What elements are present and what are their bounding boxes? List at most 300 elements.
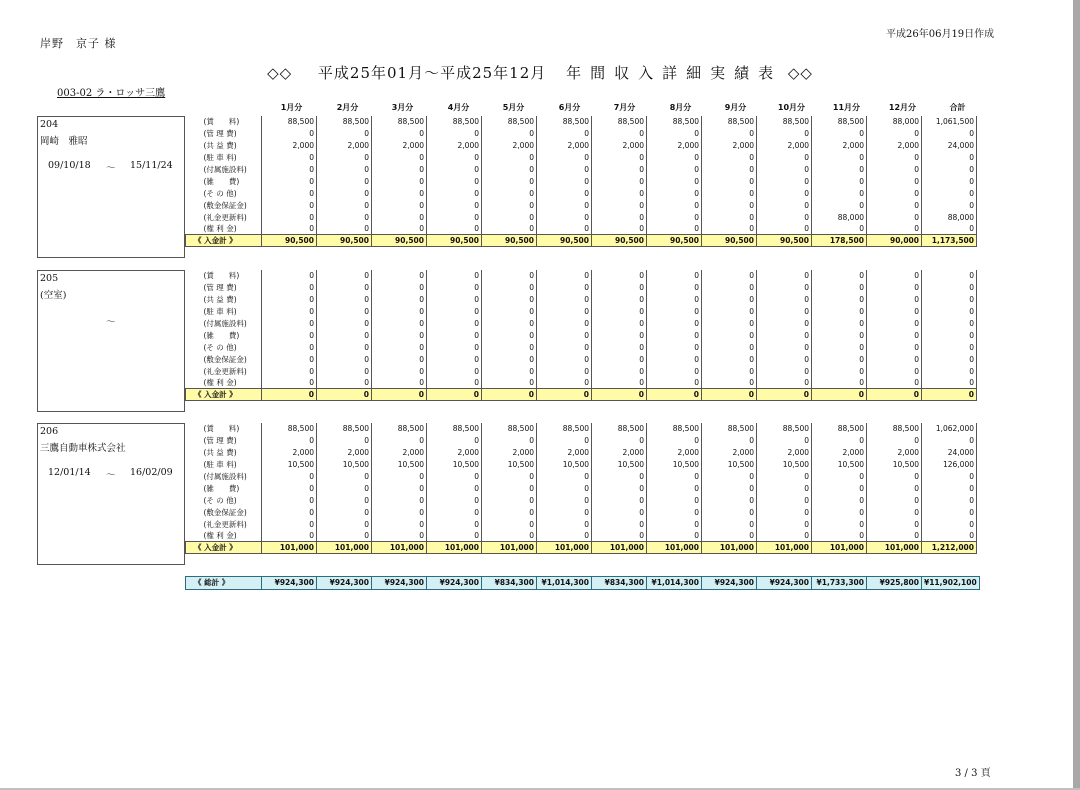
amount-cell: 0: [702, 282, 757, 294]
amount-cell: 0: [537, 270, 592, 282]
amount-cell: 0: [702, 175, 757, 187]
col-header: 6月分: [558, 103, 581, 112]
item-label: (賃 料): [203, 424, 240, 434]
amount-cell: 0: [757, 377, 812, 389]
amount-cell: 0: [482, 306, 537, 318]
amount-cell: 0: [482, 270, 537, 282]
total-row: [186, 542, 977, 554]
amount-cell: 0: [262, 329, 317, 341]
amount-cell: 0: [867, 270, 922, 282]
amount-cell: 0: [647, 471, 702, 483]
item-row: [186, 447, 977, 459]
amount-cell: 0: [922, 530, 977, 542]
item-label: (管 理 費): [203, 436, 237, 446]
item-label: (礼金更新料): [203, 366, 247, 376]
amount-cell: 0: [812, 199, 867, 211]
total-cell: 90,500: [757, 235, 812, 247]
tenant-table-204: [185, 116, 977, 247]
amount-cell: 0: [482, 164, 537, 176]
grand-total-cell: ¥924,300: [427, 577, 482, 590]
amount-cell: 88,500: [372, 116, 427, 128]
amount-cell: 0: [812, 306, 867, 318]
col-header: 11月分: [832, 103, 861, 112]
amount-cell: 10,500: [427, 459, 482, 471]
amount-cell: 0: [537, 164, 592, 176]
amount-cell: 0: [372, 377, 427, 389]
amount-cell: 0: [867, 365, 922, 377]
total-cell: 101,000: [592, 542, 647, 554]
amount-cell: 0: [867, 494, 922, 506]
amount-cell: 2,000: [317, 447, 372, 459]
amount-cell: 0: [922, 282, 977, 294]
amount-cell: 10,500: [867, 459, 922, 471]
amount-cell: 0: [372, 294, 427, 306]
amount-cell: 0: [592, 329, 647, 341]
amount-cell: 0: [592, 530, 647, 542]
amount-cell: 0: [812, 377, 867, 389]
amount-cell: 0: [647, 270, 702, 282]
amount-cell: 88,500: [757, 116, 812, 128]
amount-cell: 0: [537, 329, 592, 341]
amount-cell: 0: [317, 471, 372, 483]
amount-cell: 0: [922, 164, 977, 176]
amount-cell: 2,000: [372, 140, 427, 152]
amount-cell: 0: [647, 306, 702, 318]
amount-cell: 0: [647, 152, 702, 164]
item-row: [186, 187, 977, 199]
amount-cell: 0: [317, 518, 372, 530]
amount-cell: 0: [867, 152, 922, 164]
amount-cell: 0: [372, 211, 427, 223]
item-row: [186, 282, 977, 294]
item-row: [186, 423, 977, 435]
amount-cell: 0: [482, 506, 537, 518]
amount-cell: 0: [922, 306, 977, 318]
total-cell: 90,500: [427, 235, 482, 247]
amount-cell: 0: [922, 341, 977, 353]
amount-cell: 2,000: [427, 447, 482, 459]
total-cell: 90,000: [867, 235, 922, 247]
amount-cell: 0: [317, 377, 372, 389]
amount-cell: 88,500: [317, 423, 372, 435]
amount-cell: 2,000: [262, 140, 317, 152]
amount-cell: 0: [812, 518, 867, 530]
amount-cell: 0: [757, 211, 812, 223]
amount-cell: 0: [757, 518, 812, 530]
amount-cell: 2,000: [482, 447, 537, 459]
amount-cell: 0: [922, 187, 977, 199]
amount-cell: 0: [867, 353, 922, 365]
amount-cell: 2,000: [427, 140, 482, 152]
amount-cell: 0: [757, 306, 812, 318]
amount-cell: 0: [372, 187, 427, 199]
amount-cell: 0: [372, 435, 427, 447]
total-cell: 101,000: [372, 542, 427, 554]
amount-cell: 0: [537, 282, 592, 294]
amount-cell: 0: [372, 199, 427, 211]
col-header: 8月分: [669, 103, 692, 112]
amount-cell: 0: [537, 518, 592, 530]
grand-total-table: [185, 576, 980, 590]
amount-cell: 0: [592, 164, 647, 176]
amount-cell: 0: [757, 341, 812, 353]
amount-cell: 88,500: [427, 423, 482, 435]
column-header-row: [0, 102, 1080, 114]
item-label: (駐 車 料): [203, 153, 237, 163]
item-label: (雑 費): [203, 330, 240, 340]
item-row: [186, 471, 977, 483]
amount-cell: 1,061,500: [922, 116, 977, 128]
amount-cell: 88,500: [592, 116, 647, 128]
amount-cell: 0: [427, 187, 482, 199]
amount-cell: 2,000: [812, 447, 867, 459]
amount-cell: 0: [867, 175, 922, 187]
total-label: 《 入金計 》: [186, 389, 262, 401]
total-cell: 101,000: [647, 542, 702, 554]
amount-cell: 0: [427, 223, 482, 235]
page-number: 3 / 3 頁: [955, 768, 991, 779]
created-date: 平成26年06月19日作成: [886, 29, 995, 40]
total-cell: 0: [867, 389, 922, 401]
amount-cell: 0: [867, 128, 922, 140]
amount-cell: 0: [867, 435, 922, 447]
total-cell: 1,173,500: [922, 235, 977, 247]
amount-cell: 0: [592, 506, 647, 518]
total-cell: 101,000: [262, 542, 317, 554]
amount-cell: 0: [757, 175, 812, 187]
col-header: 合計: [949, 103, 966, 112]
total-cell: 0: [262, 389, 317, 401]
amount-cell: 0: [317, 306, 372, 318]
amount-cell: 0: [647, 223, 702, 235]
amount-cell: 0: [537, 482, 592, 494]
contract-tilde: ～: [106, 317, 116, 328]
amount-cell: 0: [537, 223, 592, 235]
amount-cell: 0: [592, 282, 647, 294]
amount-cell: 2,000: [647, 447, 702, 459]
tenant-name: (空室): [40, 290, 67, 301]
amount-cell: 0: [757, 164, 812, 176]
amount-cell: 0: [812, 329, 867, 341]
item-label: (権 利 金): [203, 378, 237, 388]
amount-cell: 0: [647, 164, 702, 176]
amount-cell: 0: [372, 175, 427, 187]
amount-cell: 0: [592, 318, 647, 330]
item-row: [186, 318, 977, 330]
item-label: (権 利 金): [203, 224, 237, 234]
amount-cell: 0: [757, 506, 812, 518]
amount-cell: 0: [262, 294, 317, 306]
amount-cell: 10,500: [702, 459, 757, 471]
item-row: [186, 152, 977, 164]
amount-cell: 0: [757, 187, 812, 199]
amount-cell: 0: [372, 353, 427, 365]
amount-cell: 0: [372, 506, 427, 518]
item-row: [186, 199, 977, 211]
amount-cell: 0: [757, 199, 812, 211]
amount-cell: 0: [702, 187, 757, 199]
amount-cell: 0: [922, 435, 977, 447]
amount-cell: 0: [647, 353, 702, 365]
amount-cell: 2,000: [317, 140, 372, 152]
amount-cell: 0: [262, 152, 317, 164]
amount-cell: 0: [372, 223, 427, 235]
amount-cell: 0: [262, 223, 317, 235]
item-row: [186, 377, 977, 389]
amount-cell: 0: [867, 187, 922, 199]
amount-cell: 0: [922, 471, 977, 483]
amount-cell: 0: [757, 435, 812, 447]
item-row: [186, 530, 977, 542]
amount-cell: 0: [757, 471, 812, 483]
amount-cell: 0: [317, 270, 372, 282]
grand-total-cell: ¥1,733,300: [812, 577, 867, 590]
amount-cell: 0: [262, 435, 317, 447]
amount-cell: 2,000: [537, 447, 592, 459]
amount-cell: 0: [647, 282, 702, 294]
amount-cell: 0: [317, 187, 372, 199]
col-header: 12月分: [888, 103, 917, 112]
amount-cell: 0: [427, 482, 482, 494]
item-label: (そ の 他): [203, 188, 237, 198]
amount-cell: 0: [647, 211, 702, 223]
item-row: [186, 459, 977, 471]
amount-cell: 0: [812, 365, 867, 377]
amount-cell: 0: [812, 435, 867, 447]
amount-cell: 0: [812, 482, 867, 494]
contract-end: 16/02/09: [130, 467, 173, 478]
item-label: (共 益 費): [203, 448, 237, 458]
grand-total-cell: ¥834,300: [482, 577, 537, 590]
grand-total-cell: ¥924,300: [757, 577, 812, 590]
amount-cell: 0: [427, 341, 482, 353]
amount-cell: 0: [482, 518, 537, 530]
amount-cell: 0: [812, 175, 867, 187]
amount-cell: 0: [427, 282, 482, 294]
total-cell: 90,500: [372, 235, 427, 247]
report-title: [0, 62, 1080, 83]
amount-cell: 0: [482, 365, 537, 377]
amount-cell: 0: [922, 377, 977, 389]
amount-cell: 0: [427, 494, 482, 506]
amount-cell: 10,500: [592, 459, 647, 471]
amount-cell: 88,500: [702, 116, 757, 128]
amount-cell: 0: [592, 353, 647, 365]
amount-cell: 2,000: [482, 140, 537, 152]
item-label: (礼金更新料): [203, 212, 247, 222]
amount-cell: 0: [647, 518, 702, 530]
amount-cell: 0: [867, 506, 922, 518]
total-cell: 101,000: [317, 542, 372, 554]
amount-cell: 0: [812, 294, 867, 306]
tenant-info-206: [37, 423, 185, 565]
amount-cell: 88,500: [537, 116, 592, 128]
amount-cell: 0: [262, 494, 317, 506]
amount-cell: 0: [482, 341, 537, 353]
amount-cell: 0: [482, 471, 537, 483]
item-row: [186, 128, 977, 140]
amount-cell: 0: [812, 187, 867, 199]
total-cell: 90,500: [262, 235, 317, 247]
amount-cell: 0: [592, 211, 647, 223]
amount-cell: 0: [262, 365, 317, 377]
amount-cell: 0: [702, 223, 757, 235]
amount-cell: 0: [647, 329, 702, 341]
amount-cell: 0: [262, 199, 317, 211]
amount-cell: 0: [482, 530, 537, 542]
amount-cell: 0: [867, 282, 922, 294]
amount-cell: 0: [867, 341, 922, 353]
grand-total-cell: ¥924,300: [317, 577, 372, 590]
amount-cell: 0: [537, 211, 592, 223]
amount-cell: 0: [372, 318, 427, 330]
amount-cell: 0: [922, 318, 977, 330]
amount-cell: 0: [262, 187, 317, 199]
amount-cell: 0: [372, 164, 427, 176]
amount-cell: 0: [757, 128, 812, 140]
col-header: 4月分: [447, 103, 470, 112]
amount-cell: 0: [757, 482, 812, 494]
total-cell: 90,500: [702, 235, 757, 247]
amount-cell: 88,500: [317, 116, 372, 128]
item-row: [186, 164, 977, 176]
total-cell: 0: [372, 389, 427, 401]
total-cell: 0: [702, 389, 757, 401]
amount-cell: 0: [647, 530, 702, 542]
amount-cell: 88,500: [482, 116, 537, 128]
total-label: 《 入金計 》: [186, 542, 262, 554]
amount-cell: 0: [592, 471, 647, 483]
amount-cell: 0: [317, 530, 372, 542]
title-period: 平成25年01月～平成25年12月: [317, 64, 547, 82]
grand-total-cell: ¥925,800: [867, 577, 922, 590]
amount-cell: 0: [702, 306, 757, 318]
amount-cell: 0: [537, 530, 592, 542]
amount-cell: 0: [317, 128, 372, 140]
total-cell: 0: [482, 389, 537, 401]
amount-cell: 88,500: [647, 423, 702, 435]
amount-cell: 2,000: [592, 447, 647, 459]
amount-cell: 0: [427, 329, 482, 341]
amount-cell: 88,500: [867, 423, 922, 435]
amount-cell: 0: [867, 211, 922, 223]
amount-cell: 0: [482, 152, 537, 164]
amount-cell: 0: [592, 128, 647, 140]
total-cell: 0: [592, 389, 647, 401]
total-cell: 101,000: [482, 542, 537, 554]
amount-cell: 0: [482, 199, 537, 211]
total-row: [186, 235, 977, 247]
amount-cell: 0: [537, 435, 592, 447]
item-row: [186, 494, 977, 506]
amount-cell: 0: [427, 211, 482, 223]
amount-cell: 0: [647, 494, 702, 506]
total-row: [186, 389, 977, 401]
grand-total-cell: ¥1,014,300: [537, 577, 592, 590]
tenant-table-206: [185, 423, 977, 554]
amount-cell: 0: [812, 318, 867, 330]
amount-cell: 0: [317, 482, 372, 494]
amount-cell: 0: [372, 494, 427, 506]
total-cell: 101,000: [867, 542, 922, 554]
amount-cell: 0: [702, 128, 757, 140]
amount-cell: 0: [482, 282, 537, 294]
amount-cell: 88,500: [757, 423, 812, 435]
amount-cell: 0: [867, 518, 922, 530]
amount-cell: 0: [702, 164, 757, 176]
amount-cell: 0: [482, 294, 537, 306]
amount-cell: 0: [757, 329, 812, 341]
amount-cell: 88,500: [482, 423, 537, 435]
amount-cell: 10,500: [757, 459, 812, 471]
amount-cell: 88,500: [262, 116, 317, 128]
amount-cell: 88,500: [592, 423, 647, 435]
amount-cell: 0: [262, 518, 317, 530]
amount-cell: 0: [812, 223, 867, 235]
total-cell: 90,500: [482, 235, 537, 247]
amount-cell: 0: [812, 506, 867, 518]
amount-cell: 0: [592, 494, 647, 506]
amount-cell: 0: [757, 494, 812, 506]
window-scrollbar[interactable]: [1073, 0, 1080, 790]
amount-cell: 0: [922, 365, 977, 377]
amount-cell: 2,000: [757, 447, 812, 459]
amount-cell: 0: [867, 329, 922, 341]
item-row: [186, 306, 977, 318]
amount-cell: 0: [702, 353, 757, 365]
amount-cell: 0: [262, 471, 317, 483]
item-row: [186, 223, 977, 235]
amount-cell: 0: [537, 128, 592, 140]
amount-cell: 0: [317, 435, 372, 447]
item-label: (礼金更新料): [203, 519, 247, 529]
amount-cell: 0: [372, 282, 427, 294]
item-label: (そ の 他): [203, 495, 237, 505]
amount-cell: 0: [867, 318, 922, 330]
room-number: 205: [40, 273, 59, 284]
amount-cell: 0: [922, 294, 977, 306]
amount-cell: 0: [922, 199, 977, 211]
title-text: 年間収入詳細実績表: [566, 64, 783, 82]
amount-cell: 0: [317, 506, 372, 518]
col-header: 10月分: [777, 103, 806, 112]
amount-cell: 0: [647, 435, 702, 447]
amount-cell: 2,000: [702, 447, 757, 459]
amount-cell: 0: [702, 199, 757, 211]
item-label: (敷金保証金): [203, 354, 247, 364]
amount-cell: 0: [262, 353, 317, 365]
amount-cell: 0: [647, 199, 702, 211]
amount-cell: 0: [922, 175, 977, 187]
amount-cell: 0: [867, 294, 922, 306]
amount-cell: 0: [427, 270, 482, 282]
amount-cell: 0: [812, 494, 867, 506]
amount-cell: 0: [262, 530, 317, 542]
amount-cell: 0: [812, 353, 867, 365]
amount-cell: 0: [867, 223, 922, 235]
tenant-name: 岡崎 雅昭: [40, 136, 88, 147]
amount-cell: 10,500: [372, 459, 427, 471]
total-cell: 0: [537, 389, 592, 401]
amount-cell: 0: [372, 482, 427, 494]
amount-cell: 0: [702, 506, 757, 518]
property-name: 003-02 ラ・ロッサ三鷹: [57, 88, 166, 99]
amount-cell: 0: [537, 365, 592, 377]
amount-cell: 0: [427, 518, 482, 530]
addressee: 岸野 京子 様: [40, 37, 117, 50]
amount-cell: 0: [262, 318, 317, 330]
contract-tilde: ～: [106, 163, 116, 174]
